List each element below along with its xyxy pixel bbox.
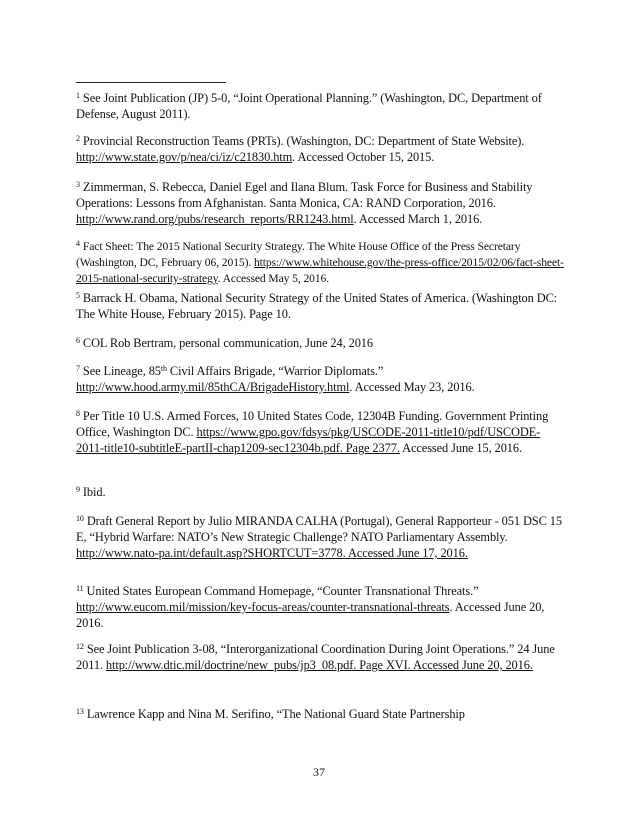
- footnote-text: Draft General Report by Julio MIRANDA CALHA (Portugal), General Rapporteur - 051 DSC 15 E, “Hybrid Warfare: NATO’s New Strategic Challenge? NATO Parliamentary Assembly.: [76, 514, 562, 544]
- footnote-4: [76, 236, 566, 287]
- footnote-text: COL Rob Bertram, personal communication, June 24, 2016: [82, 336, 373, 350]
- footnote-12: [76, 639, 566, 673]
- footnote-link[interactable]: http://www.nato-pa.int/default.asp?SHORTCUT=3778. Accessed June 17, 2016.: [76, 546, 468, 560]
- footnote-link[interactable]: https://www.whitehouse.gov/the-press-office/2015/02/06/fact-sheet-2015-national-security-strategy: [76, 256, 564, 285]
- footnote-number: 1: [76, 91, 80, 100]
- footnote-text-end: . Accessed June 20, 2016.: [76, 600, 545, 630]
- footnote-number: 9: [76, 485, 80, 494]
- footnote-text: Ibid.: [82, 485, 106, 499]
- footnote-number: 10: [76, 514, 84, 523]
- footnote-10: [76, 511, 566, 561]
- footnote-text: See Lineage, 85: [82, 364, 161, 378]
- footnote-link[interactable]: http://www.eucom.mil/mission/key-focus-areas/counter-transnational-threats: [76, 600, 450, 614]
- footnote-number: 3: [76, 180, 80, 189]
- footnote-8: [76, 406, 566, 456]
- footnote-number: 13: [76, 707, 84, 716]
- footnote-6: [76, 333, 566, 351]
- footnote-link[interactable]: http://www.hood.army.mil/85thCA/BrigadeHistory.html: [76, 380, 350, 394]
- footnote-text: See Joint Publication (JP) 5-0, “Joint Operational Planning.” (Washington, DC, Department of Defense, August 2011).: [76, 91, 542, 121]
- footnote-text: Barrack H. Obama, National Security Strategy of the United States of America. (Washington DC: The White House, February 2015). Page 10.: [76, 291, 558, 321]
- footnote-3: [76, 177, 566, 227]
- ordinal-suffix: th: [160, 364, 167, 373]
- footnote-text-end: . Accessed March 1, 2016.: [353, 212, 483, 226]
- footnote-text: Zimmerman, S. Rebecca, Daniel Egel and Ilana Blum. Task Force for Business and Stability Operations: Lessons from Afghanistan. Santa Monica, CA: RAND Corporation, 2016.: [76, 180, 533, 210]
- footnote-number: 11: [76, 584, 84, 593]
- footnote-text: Fact Sheet: The 2015 National Security Strategy. The White House Office of the Press Secretary (Washington, DC, February 06, 2015).: [76, 240, 521, 269]
- footnote-text: See Joint Publication 3-08, “Interorganizational Coordination During Joint Operations.” 24 June 2011.: [76, 642, 555, 672]
- footnote-number: 4: [76, 239, 80, 248]
- footnote-5: [76, 288, 566, 322]
- footnote-text-end: . Accessed May 23, 2016.: [349, 380, 475, 394]
- footnote-text-end: . Accessed May 5, 2016.: [217, 272, 330, 285]
- footnote-text: United States European Command Homepage, “Counter Transnational Threats.”: [86, 584, 479, 598]
- footnote-9: [76, 482, 566, 500]
- footnote-link[interactable]: http://www.dtic.mil/doctrine/new_pubs/jp3_08.pdf. Page XVI. Accessed June 20, 2016.: [105, 658, 533, 672]
- footnote-7: [76, 361, 566, 395]
- footnote-2: [76, 131, 566, 165]
- page-number: 37: [313, 765, 325, 779]
- footnote-text-end: . Accessed October 15, 2015.: [292, 150, 435, 164]
- footnote-number: 12: [76, 642, 84, 651]
- footnote-link[interactable]: https://www.gpo.gov/fdsys/pkg/USCODE-2011-title10/pdf/USCODE-2011-title10-subtitleE-partII-chap1209-sec12304b.pdf. Page 2377.: [76, 425, 541, 455]
- footnote-number: 5: [76, 291, 80, 300]
- footnote-text: Per Title 10 U.S. Armed Forces, 10 United States Code, 12304B Funding. Government Printing Office, Washington DC.: [76, 409, 549, 439]
- footnote-number: 7: [76, 364, 80, 373]
- footnote-text: Lawrence Kapp and Nina M. Serifino, “The National Guard State Partnership: [86, 707, 465, 721]
- footnote-link[interactable]: http://www.rand.org/pubs/research_reports/RR1243.html: [76, 212, 354, 226]
- footnote-text-end: Accessed June 15, 2016.: [399, 441, 522, 455]
- footnote-number: 2: [76, 134, 80, 143]
- footnote-link[interactable]: http://www.state.gov/p/nea/ci/iz/c21830.htm: [76, 150, 293, 164]
- footnote-11: [76, 581, 566, 631]
- footnote-text-cont: Civil Affairs Brigade, “Warrior Diplomats.”: [166, 364, 384, 378]
- footnote-13: [76, 704, 566, 722]
- footnote-number: 6: [76, 336, 80, 345]
- footnote-number: 8: [76, 409, 80, 418]
- footnote-1: [76, 88, 566, 122]
- footnote-text: Provincial Reconstruction Teams (PRTs). (Washington, DC: Department of State Website).: [82, 134, 525, 148]
- footnote-separator: [76, 82, 226, 83]
